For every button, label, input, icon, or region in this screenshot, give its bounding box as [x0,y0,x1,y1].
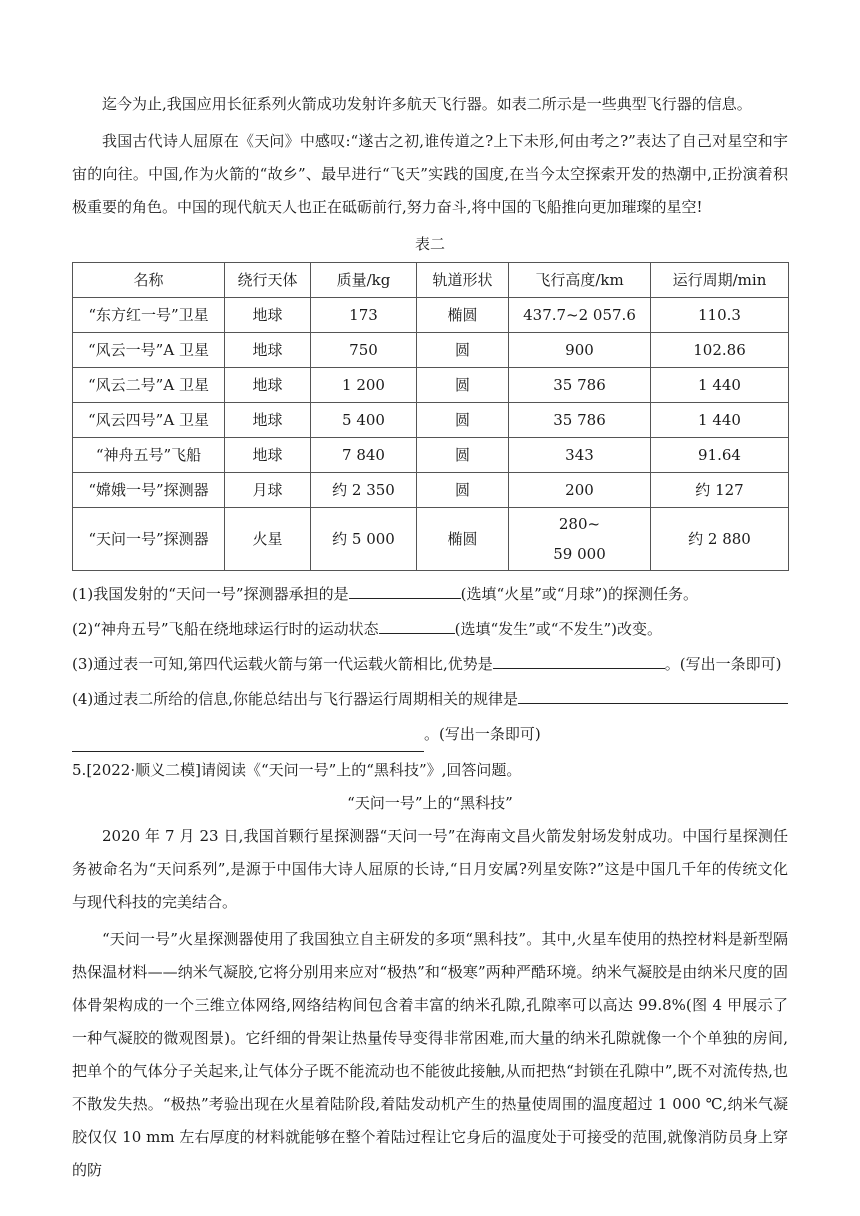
table-header-row [73,263,789,298]
table-cell: 圆 [417,403,509,438]
table-row [73,473,789,508]
table-row [73,333,789,368]
document-page [72,88,788,1187]
answer-blank-4a[interactable] [518,687,788,704]
table-cell: 约 5 000 [311,508,417,571]
table-cell: 35 786 [509,368,651,403]
table-cell: 椭圆 [417,298,509,333]
answer-blank-2[interactable] [379,617,455,634]
table-cell: 地球 [225,368,311,403]
table-header-cell: 质量/kg [311,263,417,298]
question-1 [72,577,788,612]
question-4 [72,682,788,717]
table-header-cell: 名称 [73,263,225,298]
problem-5-heading [72,754,788,787]
question-4-hint: 。(写出一条即可) [424,725,541,743]
table-cell: 地球 [225,333,311,368]
intro-paragraph-1: 迄今为止,我国应用长征系列火箭成功发射许多航天飞行器。如表二所示是一些典型飞行器的信息。 [102,95,752,113]
table-cell: 约 2 880 [651,508,789,571]
table-cell: 5 400 [311,403,417,438]
article-title: “天问一号”上的“黑科技” [347,794,513,812]
table-row [73,508,789,571]
table-cell: “天问一号”探测器 [73,508,225,571]
table-cell: 1 440 [651,368,789,403]
table-cell: 91.64 [651,438,789,473]
table-cell: 地球 [225,298,311,333]
table-cell: 437.7~2 057.6 [509,298,651,333]
table-cell: “嫦娥一号”探测器 [73,473,225,508]
table-cell: 圆 [417,368,509,403]
table-cell: 35 786 [509,403,651,438]
table-cell: 椭圆 [417,508,509,571]
table-cell: “风云一号”A 卫星 [73,333,225,368]
question-3 [72,647,788,682]
table-cell: 102.86 [651,333,789,368]
table-cell: 火星 [225,508,311,571]
table-row [73,438,789,473]
table-header-cell: 运行周期/min [651,263,789,298]
table-cell: 圆 [417,438,509,473]
table-cell: 约 2 350 [311,473,417,508]
question-4-continued [72,717,788,752]
table-cell: “风云二号”A 卫星 [73,368,225,403]
table-cell [509,508,651,571]
answer-blank-4b[interactable] [72,733,424,752]
table-cell: 750 [311,333,417,368]
table-row [73,298,789,333]
table-cell: “风云四号”A 卫星 [73,403,225,438]
table-cell: 7 840 [311,438,417,473]
table-cell: 1 200 [311,368,417,403]
question-list [72,577,788,752]
table-cell: 地球 [225,438,311,473]
table-row [73,403,789,438]
table-cell: 地球 [225,403,311,438]
question-2 [72,612,788,647]
table-cell: 约 127 [651,473,789,508]
problem-instruction: 请阅读《“天问一号”上的“黑科技”》,回答问题。 [200,761,522,779]
problem-number: 5. [72,761,87,779]
table-cell: 圆 [417,473,509,508]
question-1-text: (1)我国发射的“天问一号”探测器承担的是 [72,585,349,603]
table-caption: 表二 [414,235,445,253]
table-cell: 月球 [225,473,311,508]
question-3-hint: 。(写出一条即可) [664,655,782,673]
table-cell: 200 [509,473,651,508]
height-line-1: 280~ [558,515,601,533]
table-header-cell: 轨道形状 [417,263,509,298]
table-cell: 900 [509,333,651,368]
table-cell: 110.3 [651,298,789,333]
question-2-text: (2)“神舟五号”飞船在绕地球运行时的运动状态 [72,620,379,638]
problem-source: [2022·顺义二模] [86,761,201,779]
table-cell: 343 [509,438,651,473]
table-row [73,368,789,403]
table-header-cell: 绕行天体 [225,263,311,298]
table-cell: 173 [311,298,417,333]
spacecraft-table [72,262,789,571]
answer-blank-1[interactable] [349,582,461,599]
table-cell: “神舟五号”飞船 [73,438,225,473]
question-4-text: (4)通过表二所给的信息,你能总结出与飞行器运行周期相关的规律是 [72,690,519,708]
question-3-text: (3)通过表一可知,第四代运载火箭与第一代运载火箭相比,优势是 [72,655,493,673]
question-2-hint: (选填“发生”或“不发生”)改变。 [454,620,662,638]
article-paragraph-1: 2020 年 7 月 23 日,我国首颗行星探测器“天问一号”在海南文昌火箭发射场发射成功。中国行星探测任务被命名为“天问系列”,是源于中国伟大诗人屈原的长诗,“日月安属?列星安陈?”这是中国几千年的传统文化与现代科技的完美结合。 [72,827,788,911]
height-line-2: 59 000 [553,545,606,563]
article-paragraph-2: “天问一号”火星探测器使用了我国独立自主研发的多项“黑科技”。其中,火星车使用的热控材料是新型隔热保温材料——纳米气凝胶,它将分别用来应对“极热”和“极寒”两种严酷环境。纳米气凝胶是由纳米尺度的固体骨架构成的一个三维立体网络,网络结构间包含着丰富的纳米孔隙,孔隙率可以高达 99.8%(图 4 甲展示了一种气凝胶的微观图景)。它纤细的骨架让热量传导变得非常困难,而大量的纳米孔隙就像一个个单独的房间,把单个的气体分子关起来,让气体分子既不能流动也不能彼此接触,从而把热“封锁在孔隙中”,既不对流传热,也不散发失热。“极热”考验出现在火星着陆阶段,着陆发动机产生的热量使周围的温度超过 1 000 ℃,纳米气凝胶仅仅 10 mm 左右厚度的材料就能够在整个着陆过程让它身后的温度处于可接受的范围,就像消防员身上穿的防 [72,930,788,1179]
intro-paragraph-2: 我国古代诗人屈原在《天问》中感叹:“遂古之初,谁传道之?上下未形,何由考之?”表达了自己对星空和宇宙的向往。中国,作为火箭的“故乡”、最早进行“飞天”实践的国度,在当今太空探索开发的热潮中,正扮演着积极重要的角色。中国的现代航天人也正在砥砺前行,努力奋斗,将中国的飞船推向更加璀璨的星空! [72,132,788,216]
table-cell: “东方红一号”卫星 [73,298,225,333]
answer-blank-3[interactable] [493,652,665,669]
table-cell: 圆 [417,333,509,368]
table-cell: 1 440 [651,403,789,438]
question-1-hint: (选填“火星”或“月球”)的探测任务。 [460,585,698,603]
table-header-cell: 飞行高度/km [509,263,651,298]
